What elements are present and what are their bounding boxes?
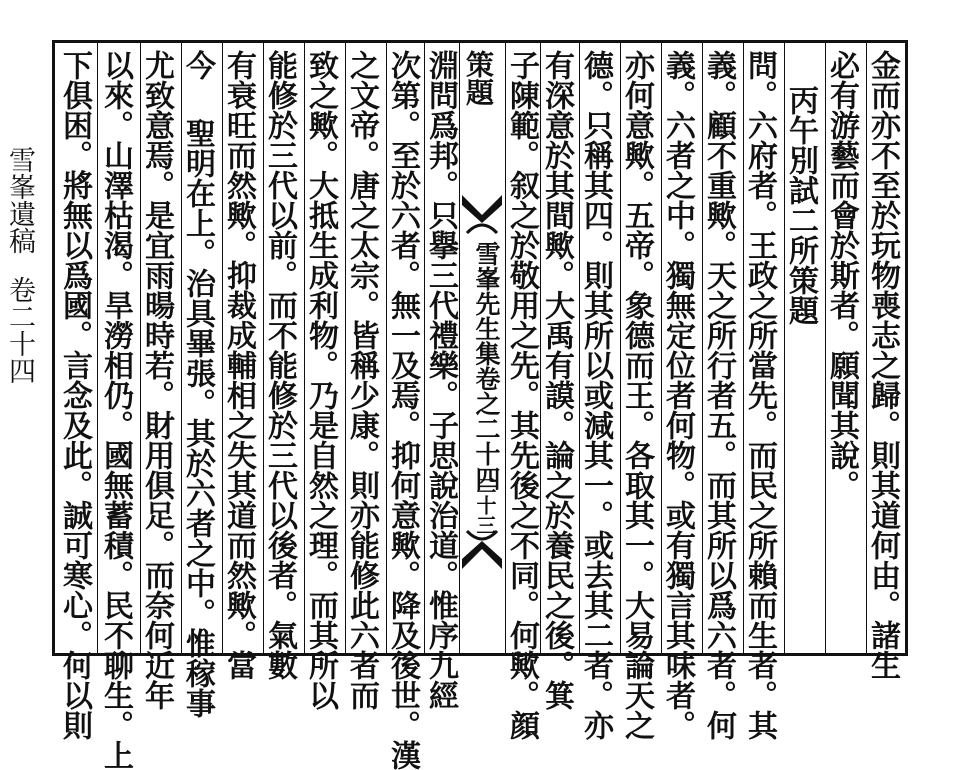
text-column: 以來。山澤枯渴。旱澇相仍。國無蓄積。民不聊生。上 <box>98 50 133 770</box>
side-volume-label: 卷二十四 <box>4 276 35 384</box>
center-fold-strip <box>459 43 505 653</box>
text-column: 義。顧不重歟。天之所行者五。而其所以爲六者。何 <box>701 50 736 740</box>
text-column: 能修於三代以前。而不能修於三代以後者。氣數 <box>262 50 297 680</box>
center-book-title: 雪峯先生集卷之二十四 <box>472 241 501 491</box>
text-column: 有深意於其間歟。大禹有謨。論之於養民之後。箕 <box>539 50 574 710</box>
side-book-title: 雪峯遺稿 <box>4 146 35 254</box>
text-column: 下俱困。將無以爲國。言念及此。誠可寒心。何以則 <box>57 50 92 740</box>
text-column: 有衰旺而然歟。抑裁成輔相之失其道而然歟。當 <box>221 50 256 680</box>
fishtail-ornament-top <box>459 193 505 239</box>
text-column: 次第。至於六者。無一及焉。抑何意歟。降及後世。漢 <box>385 50 420 770</box>
text-column: 尤致意焉。是宜雨暘時若。財用俱足。而奈何近年 <box>139 50 174 710</box>
text-column: 問。六府者。王政之所當先。而民之所賴而生者。其 <box>742 50 777 740</box>
text-column: 淵問爲邦。只擧三代禮樂。子思說治道。惟序九經 <box>423 50 458 710</box>
leaf-number: 二十三 <box>473 475 497 535</box>
text-column: 亦何意歟。五帝。象德而王。各取其一。大易論天之 <box>619 50 654 740</box>
section-heading: 丙午別試二所策題 <box>783 85 818 325</box>
text-column: 聖明在上。治具畢張。其於六者之中。惟稼事 <box>180 118 215 718</box>
text-column: 子陳範。叙之於敬用之先。其先後之不同。何歟。顔 <box>504 50 539 740</box>
text-column: 今 <box>180 50 215 80</box>
fishtail-ornament-bottom <box>459 525 505 571</box>
text-column: 德。只稱其四。則其所以或減其一。或去其二者。亦 <box>578 50 613 740</box>
text-column: 義。六者之中。獨無定位者何物。或有獨言其味者。 <box>660 50 695 740</box>
text-column: 之文帝。唐之太宗。皆稱少康。則亦能修此六者而 <box>344 50 379 710</box>
text-column: 致之歟。大抵生成利物。乃是自然之理。而其所以 <box>303 50 338 710</box>
text-column: 必有游藝而會於斯者。願聞其說。 <box>824 50 859 500</box>
text-column: 金而亦不至於玩物喪志之歸。則其道何由。諸生 <box>865 50 900 680</box>
section-label: 策題 <box>462 50 495 106</box>
